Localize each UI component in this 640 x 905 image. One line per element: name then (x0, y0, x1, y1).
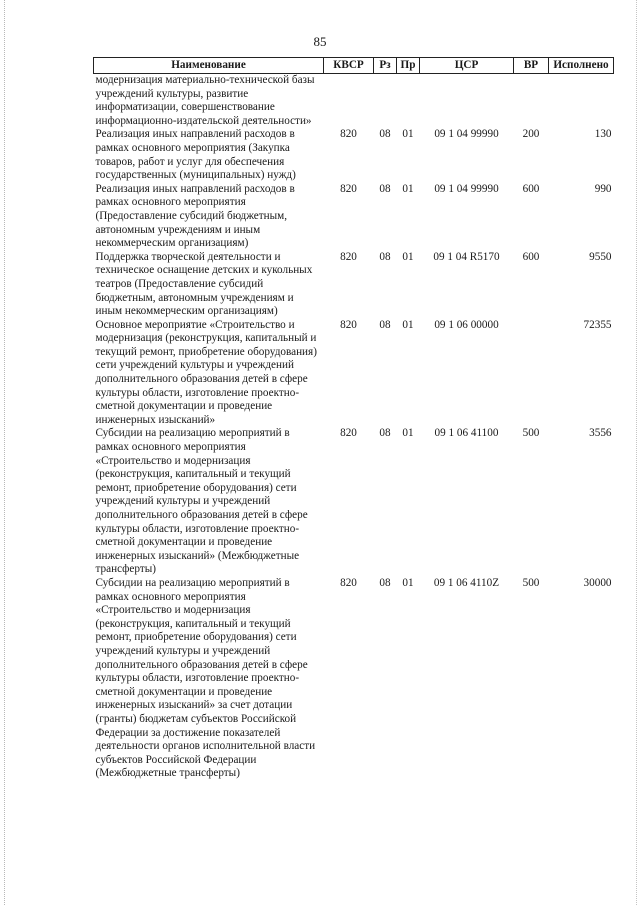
cell-pr: 01 (402, 576, 414, 589)
cell-executed: 30000 (583, 576, 612, 589)
column-header-rz: Рз (374, 58, 397, 74)
cell-name: Субсидии на реализацию мероприятий в рамках основного мероприятия «Строительство и модернизация (реконструкция, капитальный и текущий ремонт, приобретение оборудования) сети учреждений культуры и учреждений дополнительного образования детей в сфере культуры области, изготовление проектно-сметной документации и проведение инженерных изысканий» (Межбюджетные трансферты) (95, 427, 308, 576)
cell-csr: 09 1 06 41100 (434, 427, 499, 440)
cell-kvsr (324, 74, 374, 129)
cell-kvsr: 820 (340, 250, 357, 263)
cell-vr: 600 (522, 182, 540, 195)
cell-name: Реализация иных направлений расходов в рамках основного мероприятия (Закупка товаров, работ и услуг для обеспечения государственных (муниципальных) нужд) (95, 128, 296, 182)
cell-rz (374, 74, 397, 129)
column-header-kvsr: КВСР (324, 58, 374, 74)
cell-pr: 01 (402, 182, 414, 195)
cell-pr (397, 74, 420, 129)
cell-csr: 09 1 06 4110Z (433, 576, 500, 589)
column-header-vr: ВР (514, 58, 549, 74)
cell-csr: 09 1 04 99990 (434, 128, 499, 141)
cell-rz: 08 (379, 182, 391, 195)
table-row (94, 577, 614, 781)
cell-name: модернизация материально-технической базы учреждений культуры, развитие информатизации, совершенствование информационно-издательской деятельности» (95, 74, 315, 127)
scan-edge-right (634, 0, 637, 905)
table-header (94, 58, 614, 74)
cell-pr: 01 (402, 318, 414, 331)
cell-csr: 09 1 04 R5170 (433, 250, 500, 263)
scan-edge-left (4, 0, 7, 905)
page-number: 85 (313, 34, 327, 49)
table-row (94, 183, 614, 251)
column-header-pr: Пр (397, 58, 420, 74)
table-row (94, 128, 614, 182)
table-row (94, 427, 614, 577)
cell-executed: 3556 (589, 427, 612, 440)
cell-csr: 09 1 06 00000 (434, 318, 499, 331)
table-row (94, 74, 614, 129)
table-row (94, 319, 614, 428)
cell-pr: 01 (402, 427, 414, 440)
column-header-csr: ЦСР (420, 58, 514, 74)
cell-rz: 08 (379, 427, 391, 440)
cell-pr: 01 (402, 128, 414, 141)
table-row (94, 251, 614, 319)
cell-rz: 08 (379, 250, 391, 263)
cell-rz: 08 (379, 318, 391, 331)
cell-csr: 09 1 04 99990 (434, 182, 499, 195)
cell-executed: 9550 (589, 250, 612, 263)
cell-vr: 200 (522, 128, 540, 141)
budget-table (93, 57, 614, 781)
cell-executed (549, 74, 614, 129)
cell-name: Основное мероприятие «Строительство и модернизация (реконструкция, капитальный и текущий ремонт, приобретение оборудования) сети учреждений культуры и учреждений дополнительного образования детей в сфере культуры области, изготовление проектно-сметной документации и проведение инженерных изысканий» (95, 318, 317, 426)
column-header-executed: Исполнено (549, 58, 614, 74)
cell-name: Реализация иных направлений расходов в рамках основного мероприятия (Предоставление субсидий бюджетным, автономным учреждениям и иным некоммерческим организациям) (95, 182, 295, 250)
cell-kvsr: 820 (340, 427, 357, 440)
cell-rz: 08 (379, 576, 391, 589)
cell-rz: 08 (379, 128, 391, 141)
cell-vr: 500 (522, 576, 540, 589)
cell-kvsr: 820 (340, 128, 357, 141)
cell-kvsr: 820 (340, 318, 357, 331)
column-header-name: Наименование (94, 58, 324, 74)
cell-csr (420, 74, 514, 129)
cell-kvsr: 820 (340, 576, 357, 589)
cell-executed: 72355 (583, 318, 612, 331)
cell-vr (514, 74, 549, 129)
cell-name: Субсидии на реализацию мероприятий в рамках основного мероприятия «Строительство и модернизация (реконструкция, капитальный и текущий ремонт, приобретение оборудования) сети учреждений культуры и учреждений дополнительного образования детей в сфере культуры области, изготовление проектно-сметной документации и проведение инженерных изысканий» за счет дотации (гранты) бюджетам субъектов Российской Федерации за достижение показателей деятельности органов исполнительной власти субъектов Российской Федерации (Межбюджетные трансферты) (95, 576, 316, 780)
cell-kvsr: 820 (340, 182, 357, 195)
cell-name: Поддержка творческой деятельности и техническое оснащение детских и кукольных театров (Предоставление субсидий бюджетным, автономным учреждениям и иным некоммерческим организациям) (95, 250, 313, 318)
cell-pr: 01 (402, 250, 414, 263)
header-row (94, 58, 614, 74)
table-body (94, 74, 614, 781)
cell-vr: 500 (522, 427, 540, 440)
cell-vr: 600 (522, 250, 540, 263)
cell-executed: 130 (594, 128, 612, 141)
cell-vr (514, 319, 549, 428)
cell-executed: 990 (594, 182, 612, 195)
